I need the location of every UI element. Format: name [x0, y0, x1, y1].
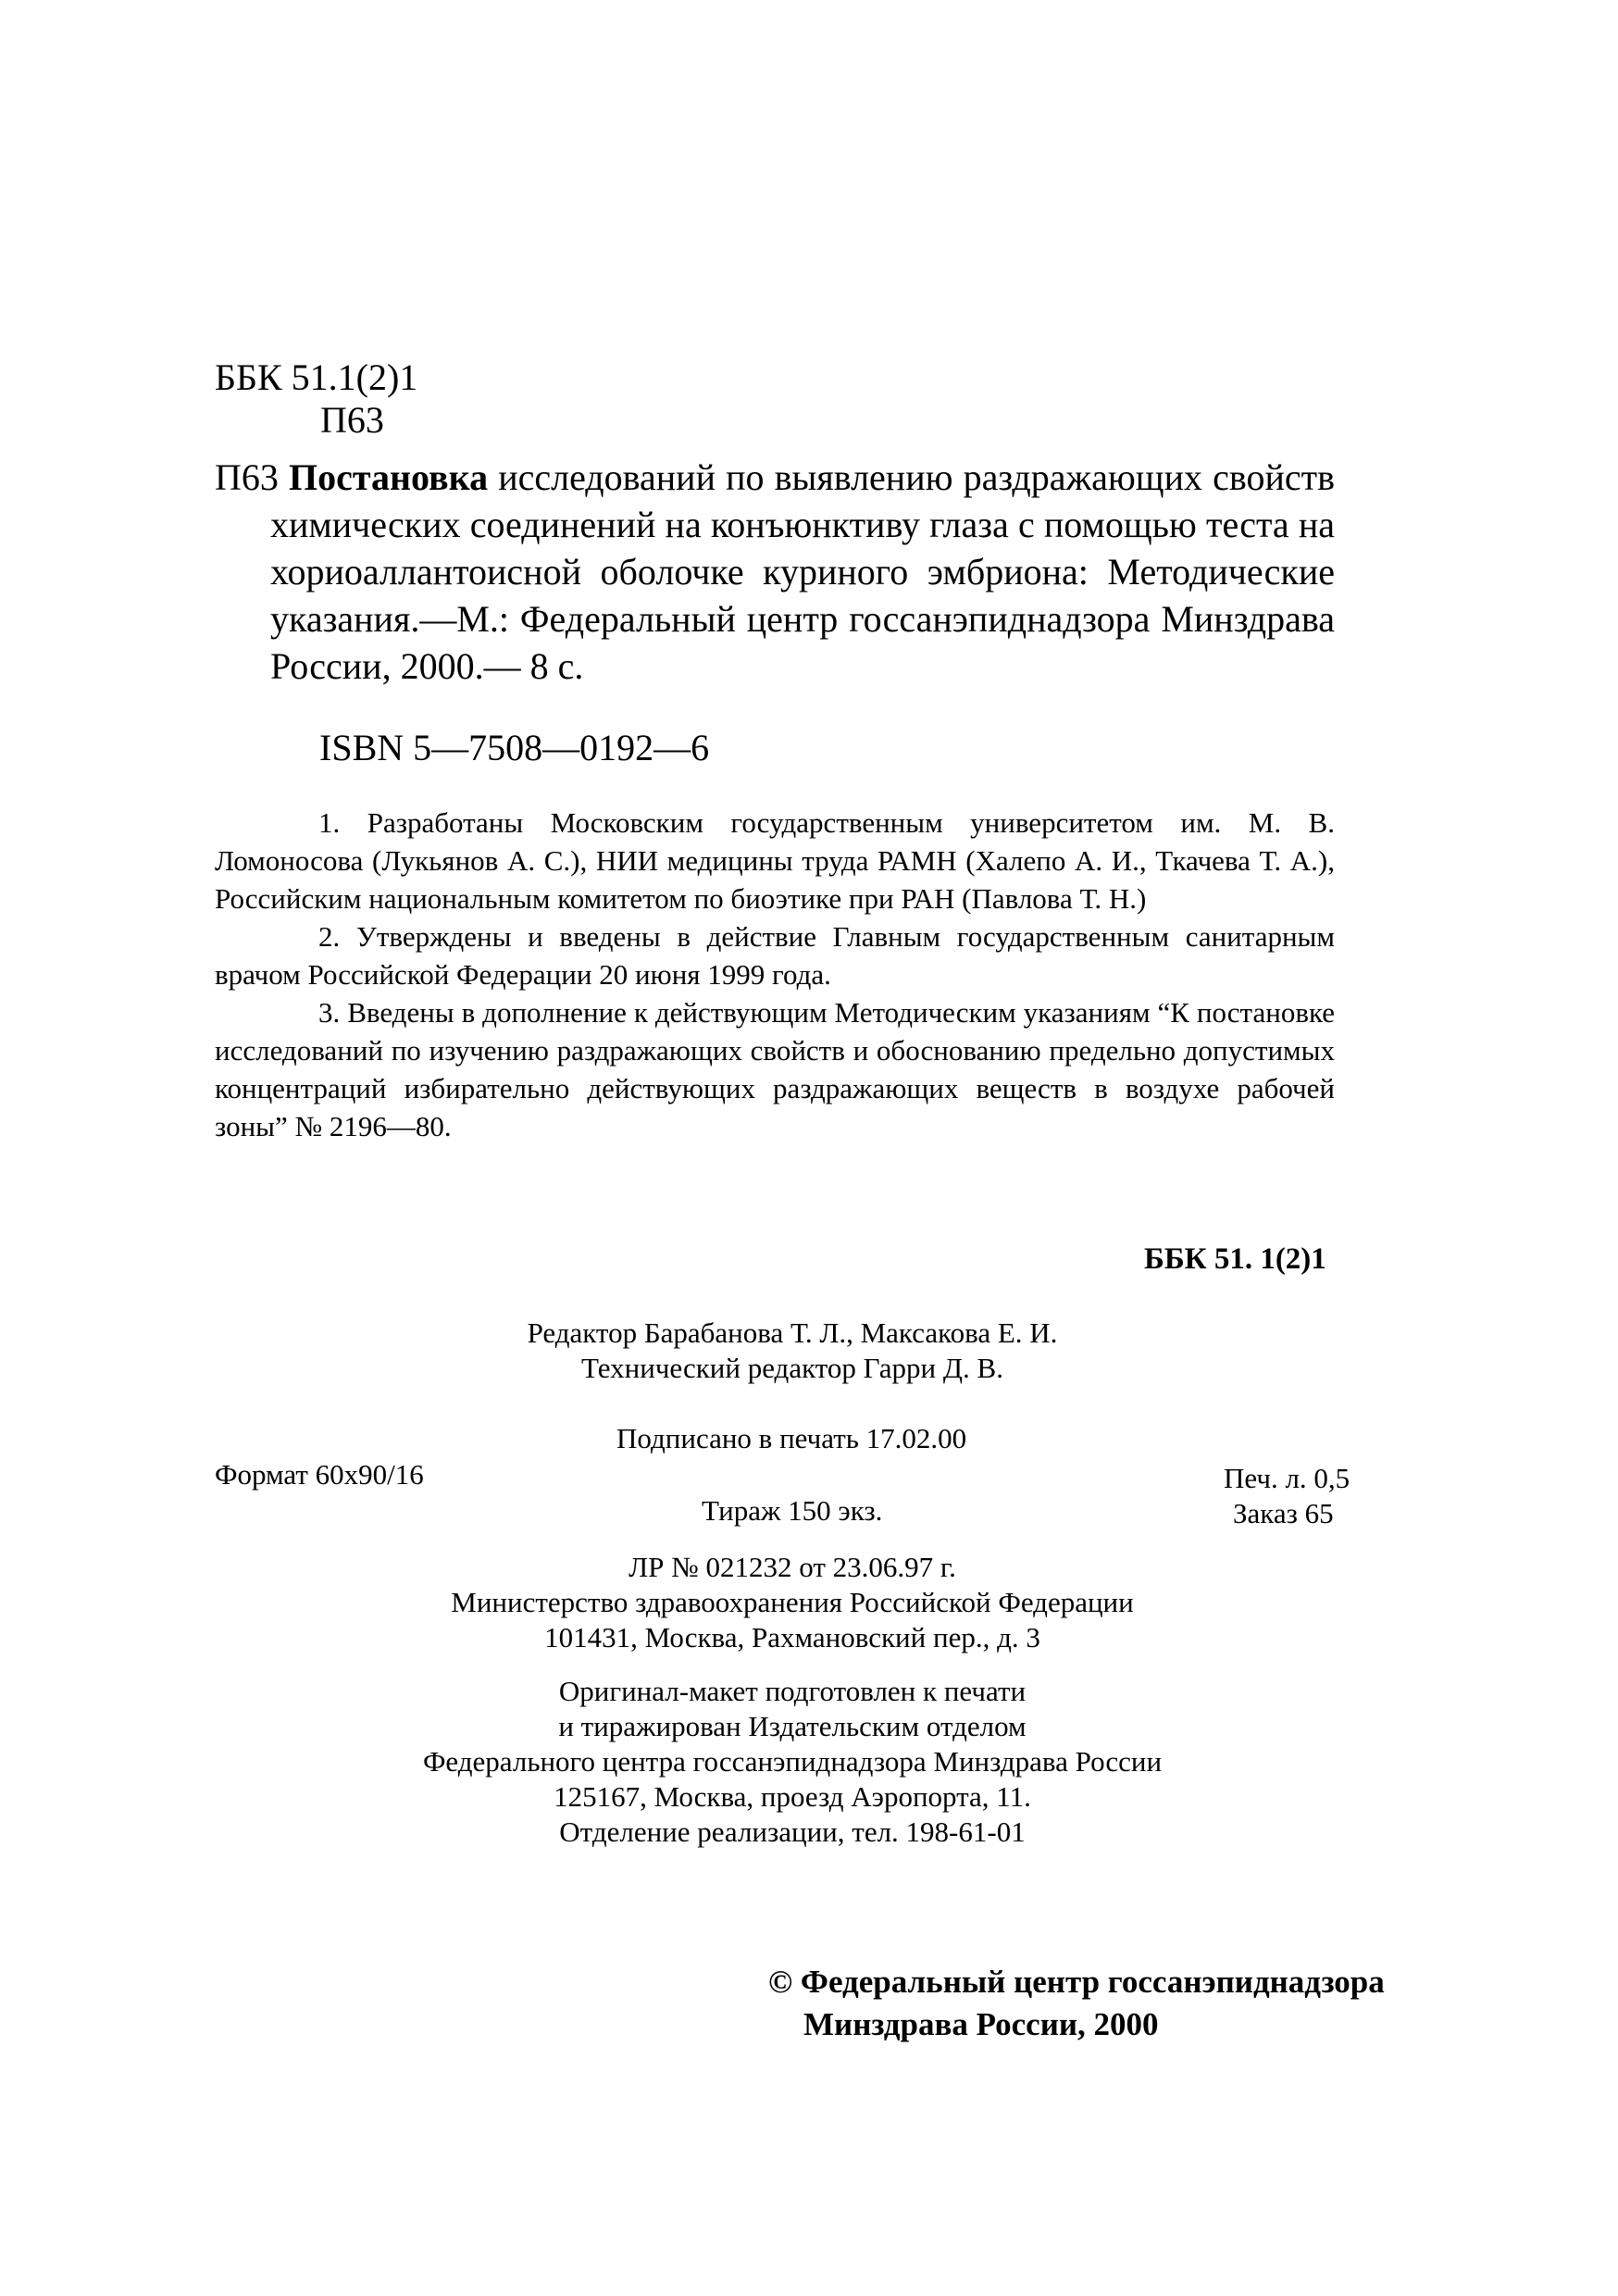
imprint-notes: [215, 804, 1335, 1145]
imprint-note: 3. Введены в дополнение к действующим Методическим указаниям “К постановке исследований по изучению раздражающих свойств и обоснованию предельно допустимых концентраций избирательно действующих раздражающих веществ в воздухе рабочей зоны” № 2196—80.: [215, 996, 1335, 1142]
license-line: ЛР № 021232 от 23.06.97 г.: [629, 1551, 956, 1583]
copyright-line: Минздрава России, 2000: [803, 2006, 1159, 2042]
publisher-line: Отделение реализации, тел. 198-61-01: [559, 1816, 1026, 1848]
copyright-notice: [768, 1961, 1416, 2046]
bbk-code: ББК 51.1(2)1: [215, 356, 418, 398]
imprint-note: 1. Разработаны Московским государственным университетом им. М. В. Ломоносова (Лукьянов А. С.), НИИ медицины труда РАМН (Халепо А. И., Ткачева Т. А.), Российским национальным комитетом по биоэтике при РАН (Павлова Т. Н.): [215, 806, 1335, 915]
copyright-line: © Федеральный центр госсанэпиднадзора: [768, 1964, 1385, 2000]
circulation: Тираж 150 экз.: [702, 1494, 883, 1527]
author-mark: П63: [320, 399, 384, 441]
license-line: 101431, Москва, Рахмановский пер., д. 3: [544, 1621, 1040, 1653]
license-block: [215, 1550, 1370, 1655]
publisher-line: Федерального центра госсанэпиднадзора Минздрава России: [422, 1745, 1163, 1778]
annotation-mark: П63: [215, 456, 279, 498]
bbk-footer: ББК 51. 1(2)1: [1144, 1242, 1326, 1276]
publisher-line: и тиражирован Издательским отделом: [558, 1710, 1027, 1742]
publisher-note: [215, 1674, 1370, 1850]
signed-to-print: Подписано в печать 17.02.00: [616, 1422, 967, 1454]
isbn: ISBN 5—7508—0192—6: [319, 727, 710, 768]
publisher-line: Оригинал-макет подготовлен к печати: [558, 1675, 1027, 1707]
annotation-title-lead: Постановка: [288, 456, 489, 498]
tech-editor-line: Технический редактор Гарри Д. В.: [581, 1352, 1003, 1384]
bibliographic-annotation: [215, 454, 1335, 690]
publisher-line: 125167, Москва, проезд Аэропорта, 11.: [554, 1780, 1031, 1813]
editors-block: [215, 1316, 1370, 1386]
imprint-note: 2. Утверждены и введены в действие Главным государственным санитарным врачом Российской Федерации 20 июня 1999 года.: [215, 920, 1335, 991]
license-line: Министерство здравоохранения Российской Федерации: [451, 1586, 1134, 1618]
print-sheets: Печ. л. 0,5: [1224, 1462, 1350, 1494]
order-number: Заказ 65: [1233, 1497, 1334, 1529]
annotation-text: исследований по выявлению раздражающих свойств химических соединений на конъюнктиву глаза с помощью теста на хориоаллантоисной оболочке куриного эмбриона: Методические указания.—М.: Федеральный центр госсанэпиднадзора Минздрава России, 2000.— 8 с.: [270, 456, 1335, 687]
format: Формат 60х90/16: [215, 1458, 424, 1491]
editor-line: Редактор Барабанова Т. Л., Максакова Е. И.: [527, 1316, 1058, 1349]
